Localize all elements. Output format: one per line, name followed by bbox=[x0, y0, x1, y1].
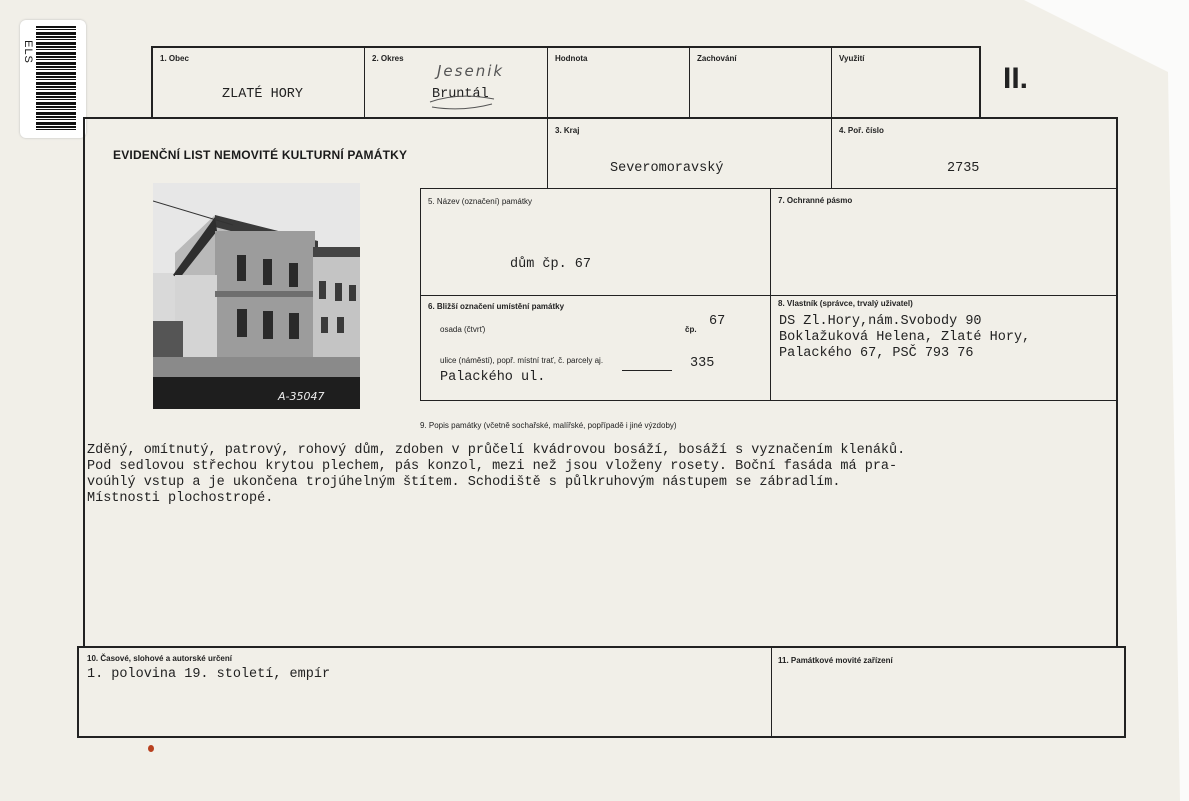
rule bbox=[420, 188, 1118, 189]
cp-value: 67 bbox=[709, 314, 726, 329]
rule bbox=[1116, 400, 1118, 648]
red-dot bbox=[148, 745, 154, 752]
casove-label: 10. Časové, slohové a autorské určení bbox=[87, 654, 232, 663]
popis-label: 9. Popis památky (včetně sochařské, malířské, popřípadě i jiné výzdoby) bbox=[420, 421, 677, 430]
por-cislo-label: 4. Poř. číslo bbox=[839, 126, 884, 135]
okres-label: 2. Okres bbox=[372, 54, 404, 63]
rule bbox=[77, 646, 79, 737]
rule bbox=[1116, 117, 1118, 401]
vlastnik-line-1: DS Zl.Hory,nám.Svobody 90 bbox=[779, 314, 982, 329]
rule bbox=[979, 46, 981, 118]
okres-handwritten-note: Jesenik bbox=[437, 62, 505, 80]
rule bbox=[1124, 646, 1126, 737]
vyuziti-label: Využití bbox=[839, 54, 865, 63]
rule bbox=[547, 46, 548, 118]
por-cislo-value: 2735 bbox=[947, 161, 980, 176]
rule bbox=[831, 46, 832, 118]
rule bbox=[771, 646, 772, 737]
rule bbox=[83, 117, 85, 647]
casove-value: 1. polovina 19. století, empír bbox=[87, 667, 331, 682]
hodnota-label: Hodnota bbox=[555, 54, 588, 63]
nazev-label: 5. Název (označení) památky bbox=[428, 197, 533, 206]
rule bbox=[420, 400, 1118, 401]
popis-line: Pod sedlovou střechou krytou plechem, pás konzol, mezi než jsou vloženy rosety. Boční fasáda má pra- bbox=[87, 459, 898, 474]
rule bbox=[77, 736, 1126, 738]
vlastnik-label: 8. Vlastník (správce, trvalý uživatel) bbox=[778, 299, 913, 308]
osada-label: osada (čtvrť) bbox=[440, 325, 486, 334]
kraj-value: Severomoravský bbox=[610, 161, 724, 176]
popis-line: voúhlý vstup a je ukončena trojúhelným štítem. Schodiště s půlkruhovým nástupem se zábradlím. bbox=[87, 475, 841, 490]
umisteni-label: 6. Bližší označení umístění památky bbox=[428, 302, 565, 311]
page-title: EVIDENČNÍ LIST NEMOVITÉ KULTURNÍ PAMÁTKY bbox=[113, 148, 408, 162]
rule bbox=[364, 46, 365, 118]
photo-caption: A-35047 bbox=[278, 390, 325, 403]
cp-label: čp. bbox=[685, 325, 697, 334]
rule bbox=[689, 46, 690, 118]
ochranne-pasmo-label: 7. Ochranné pásmo bbox=[778, 196, 853, 205]
rule bbox=[831, 117, 832, 189]
barcode-code: ELS bbox=[21, 40, 34, 64]
kraj-label: 3. Kraj bbox=[555, 126, 580, 135]
popis-line: Zděný, omítnutý, patrový, rohový dům, zdoben v průčelí kvádrovou bosáží, bosáží s vyznačením klenáků. bbox=[87, 443, 906, 458]
rule bbox=[151, 46, 980, 48]
nazev-value: dům čp. 67 bbox=[510, 257, 592, 272]
strike-mark bbox=[428, 90, 498, 112]
popis-line: Místnosti plochostropé. bbox=[87, 491, 274, 506]
rule bbox=[151, 46, 153, 118]
building-photo bbox=[153, 183, 360, 409]
rule bbox=[83, 117, 1117, 119]
okres-value: Bruntál bbox=[432, 87, 489, 102]
parcela-value: 335 bbox=[690, 356, 715, 371]
obec-label: 1. Obec bbox=[160, 54, 189, 63]
building-image bbox=[153, 183, 360, 409]
barcode-label bbox=[20, 20, 86, 138]
popis-text bbox=[87, 443, 1117, 507]
ulice-label: ulice (náměstí), popř. místní trať, č. parcely aj. bbox=[440, 356, 604, 365]
rule bbox=[547, 117, 548, 189]
rule bbox=[77, 646, 1126, 648]
obec-value: ZLATÉ HORY bbox=[222, 87, 304, 102]
parcela-underline bbox=[622, 370, 672, 371]
movite-label: 11. Památkové movité zařízení bbox=[778, 656, 893, 665]
vlastnik-line-3: Palackého 67, PSČ 793 76 bbox=[779, 346, 974, 361]
zachovani-label: Zachování bbox=[697, 54, 737, 63]
category-mark: II. bbox=[1003, 62, 1029, 95]
rule bbox=[420, 295, 1118, 296]
barcode-icon bbox=[36, 26, 76, 132]
vlastnik-line-2: Boklažuková Helena, Zlaté Hory, bbox=[779, 330, 1031, 345]
ulice-value: Palackého ul. bbox=[440, 370, 546, 385]
